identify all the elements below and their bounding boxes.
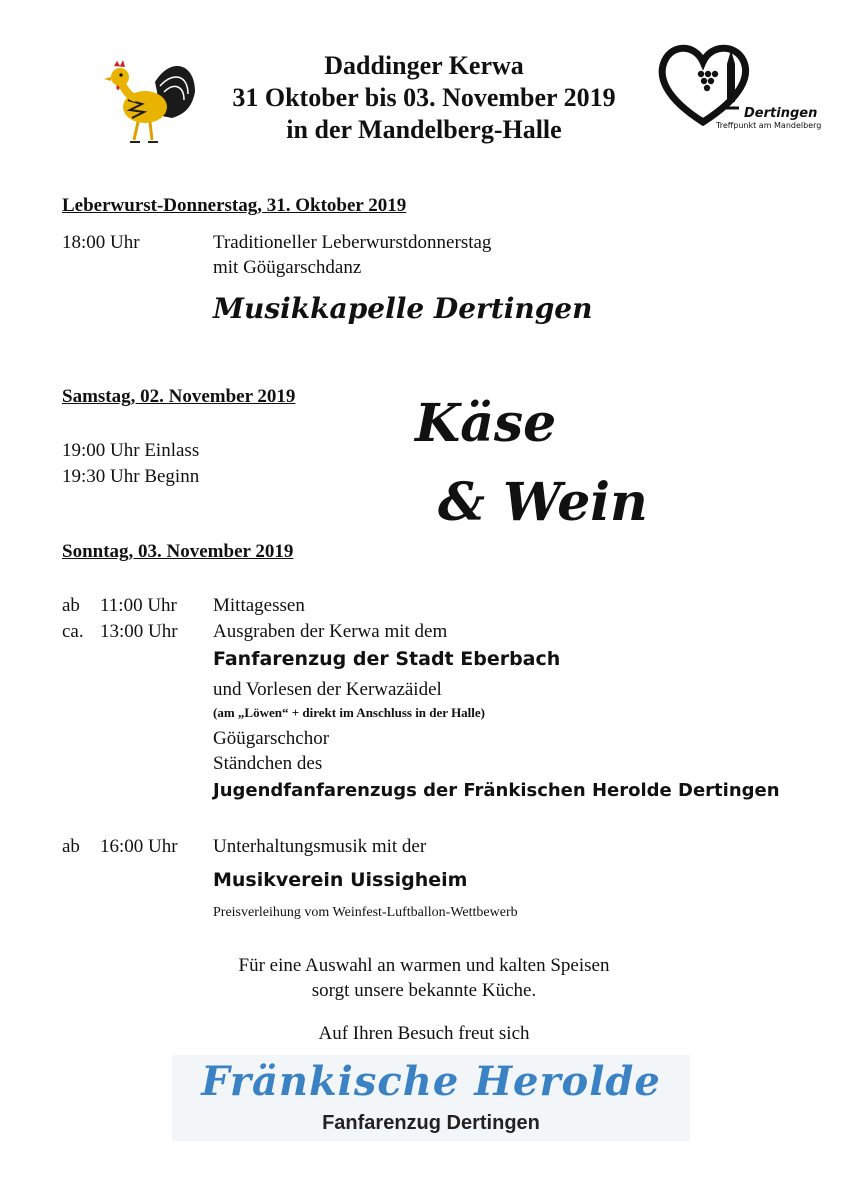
sunday-row2-text: Ausgraben der Kerwa mit dem	[213, 621, 448, 642]
event-venue: in der Mandelberg-Halle	[286, 115, 562, 144]
logo-name: Dertingen	[744, 106, 818, 121]
sunday-row1-text: Mittagessen	[213, 595, 305, 616]
event-dates: 31 Oktober bis 03. November 2019	[232, 83, 616, 112]
saturday-admission: 19:00 Uhr Einlass	[62, 440, 200, 461]
event-title: Daddinger Kerwa	[324, 51, 524, 80]
herolde-logo-title: Fränkische Herolde	[201, 1058, 661, 1105]
sunday-band-eberbach: Fanfarenzug der Stadt Eberbach	[213, 648, 561, 670]
saturday-script-wein: & Wein	[438, 472, 648, 533]
sunday-row3-prefix: ab	[62, 836, 80, 857]
sunday-vorlesen: und Vorlesen der Kerwazäidel	[213, 679, 442, 700]
sunday-row2-prefix: ca.	[62, 621, 84, 642]
sunday-heading: Sonntag, 03. November 2019	[62, 541, 294, 562]
thursday-line2: mit Göügarschdanz	[213, 257, 362, 278]
sunday-staendchen: Ständchen des	[213, 753, 323, 774]
thursday-heading: Leberwurst-Donnerstag, 31. Oktober 2019	[62, 195, 407, 216]
sunday-row1-prefix: ab	[62, 595, 80, 616]
sunday-row2-time: 13:00 Uhr	[100, 621, 178, 642]
saturday-heading: Samstag, 02. November 2019	[62, 386, 296, 407]
footer-food-line1: Für eine Auswahl an warmen und kalten Speisen	[238, 955, 610, 976]
sunday-row1-time: 11:00 Uhr	[100, 595, 177, 616]
sunday-band-uissigheim: Musikverein Uissigheim	[213, 869, 468, 891]
footer-food-line2: sorgt unsere bekannte Küche.	[311, 980, 537, 1001]
logo-tagline: Treffpunkt am Mandelberg	[716, 121, 822, 130]
saturday-start: 19:30 Uhr Beginn	[62, 466, 200, 487]
thursday-time: 18:00 Uhr	[62, 232, 140, 253]
saturday-script-kaese: Käse	[415, 393, 557, 454]
herolde-logo-subtitle: Fanfarenzug Dertingen	[322, 1112, 540, 1134]
thursday-line1: Traditioneller Leberwurstdonnerstag	[213, 232, 492, 253]
sunday-row3-time: 16:00 Uhr	[100, 836, 178, 857]
sunday-row3-text: Unterhaltungsmusik mit der	[213, 836, 427, 857]
sunday-prize: Preisverleihung vom Weinfest-Luftballon-Wettbewerb	[213, 905, 518, 920]
sunday-note: (am „Löwen“ + direkt im Anschluss in der Halle)	[213, 705, 486, 720]
footer-greeting: Auf Ihren Besuch freut sich	[318, 1023, 530, 1044]
sunday-chor: Göügarschchor	[213, 728, 330, 749]
thursday-band: Musikkapelle Dertingen	[213, 292, 593, 325]
sunday-band-herolde: Jugendfanfarenzugs der Fränkischen Herolde Dertingen	[213, 780, 780, 801]
